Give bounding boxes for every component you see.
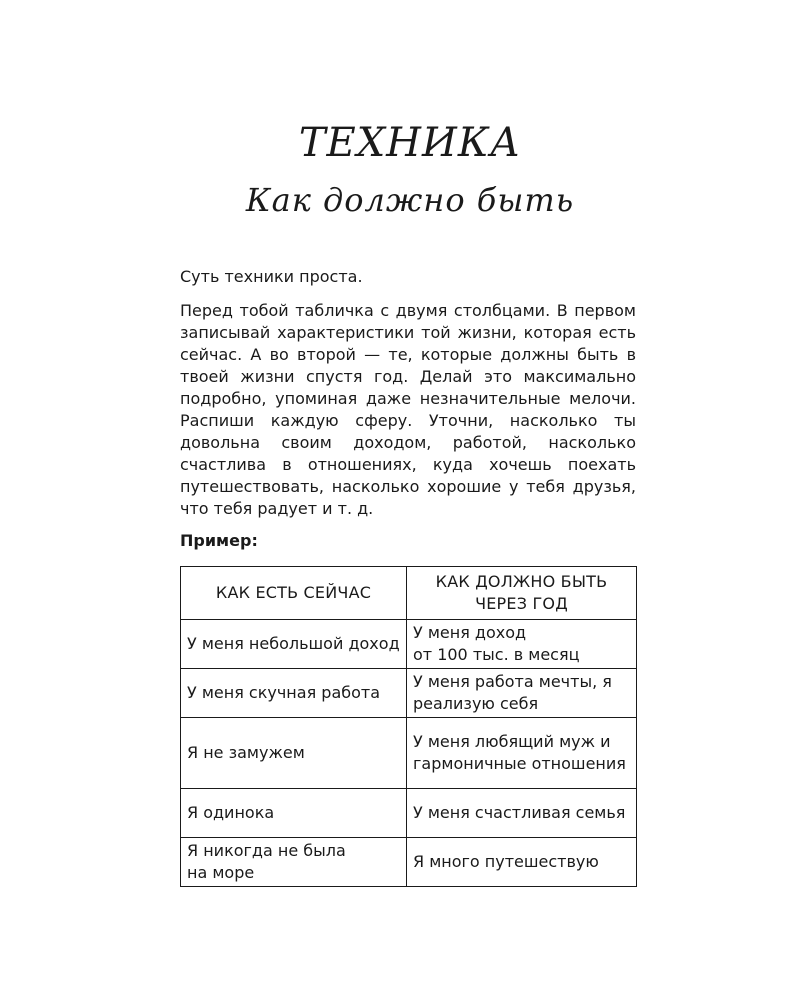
- table-cell-now: У меня небольшой доход: [181, 620, 407, 669]
- table-cell-target: У меня любящий муж и гармоничные отношения: [407, 718, 637, 789]
- table-row: [181, 789, 637, 838]
- column-header-now: КАК ЕСТЬ СЕЙЧАС: [181, 567, 407, 620]
- table-row: [181, 620, 637, 669]
- table-cell-target: Я много путешествую: [407, 838, 637, 887]
- intro-lead: Суть техники проста.: [180, 267, 363, 286]
- table-cell-now: Я не замужем: [181, 718, 407, 789]
- table-header-row: [181, 567, 637, 620]
- example-label: Пример:: [180, 531, 258, 550]
- example-table: [180, 566, 637, 887]
- column-header-target: КАК ДОЛЖНО БЫТЬ ЧЕРЕЗ ГОД: [407, 567, 637, 620]
- table-cell-target: У меня счастливая семья: [407, 789, 637, 838]
- table-cell-target: У меня работа мечты, я реализую себя: [407, 669, 637, 718]
- table-cell-now: Я одинока: [181, 789, 407, 838]
- table-cell-now: Я никогда не была на море: [181, 838, 407, 887]
- page-title: ТЕХНИКА: [298, 120, 522, 166]
- table-row: [181, 718, 637, 789]
- page-subtitle: Как должно быть: [245, 181, 575, 219]
- table-row: [181, 838, 637, 887]
- intro-paragraph: Перед тобой табличка с двумя столбцами. В первом записывай характеристики той жизни, которая есть сейчас. А во второй — те, которые должны быть в твоей жизни спустя год. Делай это максимально подробно, упоминая даже незначительные мелочи. Распиши каждую сферу. Уточни, насколько ты довольна своим доходом, работой, насколько счастлива в отношениях, куда хочешь поехать путешествовать, насколько хорошие у тебя друзья, что тебя радует и т. д.: [180, 301, 636, 518]
- table-cell-now: У меня скучная работа: [181, 669, 407, 718]
- table-cell-target: У меня доход от 100 тыс. в месяц: [407, 620, 637, 669]
- table-row: [181, 669, 637, 718]
